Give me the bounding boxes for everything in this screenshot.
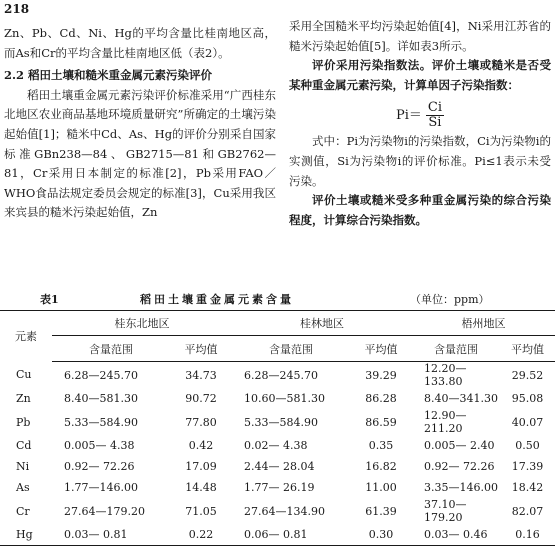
range-cell: 5.33—584.90 [64, 415, 138, 429]
range-cell: 12.20—133.80 [424, 362, 467, 388]
left-paragraph-1: Zn、Pb、Cd、Ni、Hg的平均含量比桂南地区高，而As和Cr的平均含量比桂南地区低（表2）。 [4, 26, 276, 60]
range-cell: 10.60—581.30 [244, 392, 325, 405]
element-cell: Cr [16, 504, 30, 518]
range-cell: 12.90—211.20 [424, 409, 467, 435]
element-cell: Cd [16, 439, 32, 452]
left-column [4, 24, 276, 223]
element-cell: As [16, 481, 30, 494]
mean-cell: 29.52 [511, 368, 544, 382]
element-cell: Hg [0, 524, 52, 546]
element-cell: Cu [16, 368, 32, 382]
range-cell: 0.03— 0.46 [412, 524, 500, 546]
mean-cell: 18.42 [511, 481, 544, 494]
range-cell: 2.44— 28.04 [244, 460, 315, 473]
range-cell: 0.03— 0.81 [52, 524, 170, 546]
right-paragraph-2: 评价采用污染指数法。评价土壤或糙米是否受某种重金属元素污染，计算单因子污染指数： [289, 58, 551, 92]
formula-fraction [426, 101, 444, 130]
mean-cell: 90.72 [185, 392, 217, 405]
mean-cell: 86.28 [365, 392, 397, 405]
table-row [0, 498, 555, 524]
element-header: 元素 [0, 311, 52, 362]
mean-cell: 0.42 [188, 439, 214, 452]
range-cell: 27.64—134.90 [244, 504, 325, 518]
right-paragraph-4: 评价土壤或糙米受多种重金属污染的综合污染程度，计算综合污染指数。 [289, 193, 551, 227]
formula-numerator: Ci [427, 100, 442, 116]
right-column [289, 17, 551, 230]
page-number: 218 [4, 2, 30, 16]
range-header: 含量范围 [52, 336, 170, 362]
table-1 [0, 289, 555, 546]
mean-cell: 16.82 [365, 460, 397, 473]
table-title: 稻田土壤重金属元素含量 [140, 293, 294, 306]
mean-cell: 0.50 [515, 439, 540, 452]
range-header: 含量范围 [232, 336, 350, 362]
section-heading: 2.2 稻田土壤和糙米重金属元素污染评价 [4, 68, 213, 83]
right-paragraph-1: 采用全国糙米平均污染起始值[4]，Ni采用江苏省的糙米污染起始值[5]。详如表3所示。 [289, 19, 551, 53]
range-cell: 8.40—581.30 [64, 392, 138, 405]
mean-header: 平均值 [170, 336, 232, 362]
range-cell: 0.005— 2.40 [424, 439, 495, 452]
range-cell: 0.92— 72.26 [64, 460, 135, 473]
range-cell: 5.33—584.90 [244, 415, 318, 429]
range-cell: 3.35—146.00 [424, 481, 498, 494]
table-row [0, 456, 555, 477]
mean-cell: 40.07 [511, 415, 544, 429]
mean-header: 平均值 [500, 336, 555, 362]
table-caption [0, 289, 555, 309]
range-cell: 0.02— 4.38 [244, 439, 308, 452]
range-cell: 6.28—245.70 [244, 368, 318, 382]
element-cell: Zn [16, 392, 31, 405]
mean-cell: 86.59 [365, 415, 397, 429]
range-cell: 6.28—245.70 [64, 368, 138, 382]
region-header: 桂东北地区 [52, 311, 232, 336]
mean-cell: 0.30 [350, 524, 412, 546]
table-unit: （单位：ppm） [410, 293, 490, 306]
pollution-index-formula [289, 101, 551, 130]
element-cell: Pb [16, 415, 31, 429]
mean-cell: 77.80 [185, 415, 217, 429]
mean-cell: 95.08 [511, 392, 544, 405]
range-cell: 1.77— 26.19 [244, 481, 315, 494]
mean-cell: 61.39 [365, 504, 397, 518]
region-header: 梧州地区 [412, 311, 555, 336]
mean-cell: 34.73 [185, 368, 217, 382]
mean-cell: 0.35 [368, 439, 394, 452]
left-paragraph-2: 稻田土壤重金属元素污染评价标准采用“广西桂东北地区农业商品基地环境质量研究”所确定的土壤污染起始值[1]；糙米中Cd、As、Hg的评价分别采自国家标准GBn238—84、GB2715—81和GB2762—81，Cr采用日本制定的标准[2]，Pb采用FAO／WHO食品法规定委员会规定的标准[3]，Cu采用我区来宾县的糙米污染起始值，Zn [4, 87, 276, 220]
mean-cell: 0.16 [500, 524, 555, 546]
mean-cell: 82.07 [511, 504, 544, 518]
mean-header: 平均值 [350, 336, 412, 362]
range-cell: 0.92— 72.26 [424, 460, 495, 473]
formula-lhs: Pi＝ [395, 108, 422, 124]
range-cell: 1.77—146.00 [64, 481, 138, 494]
mean-cell: 14.48 [185, 481, 217, 494]
table-row [0, 477, 555, 498]
table-row [0, 435, 555, 456]
table-row [0, 362, 555, 389]
table-row [0, 409, 555, 435]
region-header: 桂林地区 [232, 311, 412, 336]
range-cell: 37.10—179.20 [424, 498, 467, 524]
right-paragraph-3: 式中：Pi为污染物i的污染指数，Ci为污染物i的实测值，Si为污染物i的评价标准。Pi≤1表示未受污染。 [289, 134, 551, 188]
table-number: 表1 [40, 293, 59, 306]
table-row [0, 388, 555, 409]
mean-cell: 17.09 [185, 460, 217, 473]
heavy-metal-table [0, 310, 555, 546]
mean-cell: 11.00 [365, 481, 397, 494]
element-cell: Ni [16, 460, 30, 473]
mean-cell: 39.29 [365, 368, 397, 382]
formula-denominator: Si [428, 115, 442, 131]
mean-cell: 17.39 [511, 460, 544, 473]
mean-cell: 0.22 [170, 524, 232, 546]
range-cell: 27.64—179.20 [64, 504, 145, 518]
mean-cell: 71.05 [185, 504, 217, 518]
range-cell: 0.06— 0.81 [232, 524, 350, 546]
range-header: 含量范围 [412, 336, 500, 362]
range-cell: 8.40—341.30 [424, 392, 498, 405]
range-cell: 0.005— 4.38 [64, 439, 135, 452]
table-row [0, 524, 555, 546]
